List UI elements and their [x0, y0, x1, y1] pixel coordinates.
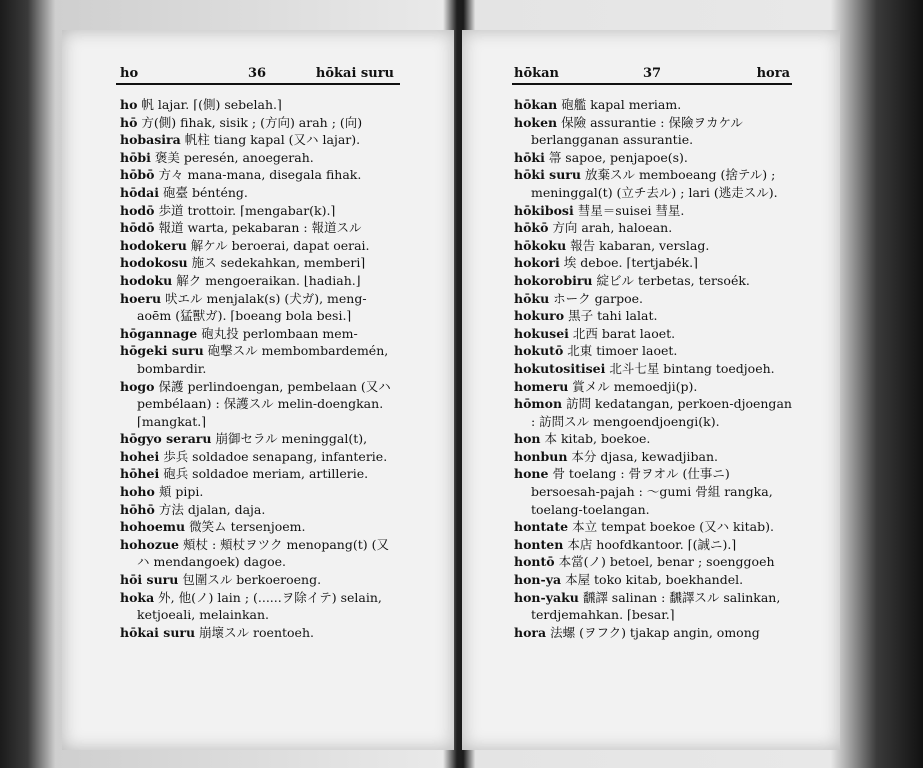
- dictionary-entry: [120, 166, 396, 184]
- dictionary-entry: [120, 589, 396, 624]
- entry-definition: 本分 djasa, kewadjiban.: [571, 448, 719, 464]
- entry-headword: hōgannage: [120, 325, 198, 341]
- entry-headword: hogo: [120, 378, 155, 394]
- entry-definition: 吠エル menjalak(s) (犬ガ), meng-aoēm (猛獸ガ). ⌈boeang bola besi.⌉: [137, 290, 367, 324]
- entry-definition: 報道 warta, pekabaran : 報道スル: [158, 220, 362, 236]
- entry-definition: 本屋 toko kitab, boekhandel.: [565, 572, 744, 588]
- dictionary-entry: [514, 518, 792, 536]
- entry-definition: 黒子 tahi lalat.: [568, 308, 658, 324]
- dictionary-entry: [514, 96, 792, 114]
- entry-definition: 方法 djalan, daja.: [158, 501, 266, 517]
- dictionary-entry: [120, 149, 396, 167]
- dictionary-entry: [120, 272, 396, 290]
- entry-headword: hokori: [514, 255, 560, 271]
- dictionary-entry: [514, 307, 792, 325]
- entry-headword: hoeru: [120, 290, 162, 306]
- entry-definition: 報告 kabaran, verslag.: [570, 237, 710, 253]
- right-page: [462, 30, 840, 750]
- entry-definition: 賞メル memoedji(p).: [572, 378, 698, 394]
- entry-definition: 綻ビル terbetas, tersoék.: [596, 272, 750, 288]
- entry-headword: hōki: [514, 149, 545, 165]
- dictionary-entry: [514, 149, 792, 167]
- entry-headword: hobasira: [120, 132, 181, 148]
- dictionary-entry: [514, 571, 792, 589]
- entry-definition: 北東 timoer laoet.: [567, 343, 678, 359]
- entry-headword: hokusei: [514, 325, 569, 341]
- right-header-rule: [512, 83, 792, 85]
- right-running-head: [514, 66, 790, 82]
- entry-definition: 本立 tempat boekoe (又ハ kitab).: [572, 519, 774, 535]
- dictionary-entry: [120, 131, 396, 149]
- entry-definition: 訪問 kedatangan, perkoen-djoengan : 訪問スル mengoendjoengi(k).: [531, 396, 792, 429]
- right-guide-word-last: hora: [756, 66, 790, 81]
- entry-headword: hontate: [514, 519, 569, 535]
- entry-definition: 砲丸投 perlombaan mem-: [201, 325, 358, 341]
- entry-headword: hon-ya: [514, 572, 562, 588]
- left-page-number: 36: [247, 66, 267, 81]
- entry-headword: hō: [120, 114, 138, 130]
- entry-definition: 歩兵 soldadoe senapang, infanterie.: [163, 448, 388, 464]
- entry-definition: 方々 mana-mana, disegala fihak.: [158, 167, 362, 183]
- entry-headword: hōmon: [514, 396, 563, 412]
- dictionary-entry: [120, 114, 396, 132]
- entry-headword: hōhō: [120, 501, 155, 517]
- dictionary-entry: [120, 219, 396, 237]
- dictionary-entry: [120, 342, 396, 377]
- dictionary-entry: [120, 536, 396, 571]
- dictionary-entry: [120, 571, 396, 589]
- entry-headword: hon: [514, 431, 541, 447]
- dictionary-entry: [120, 430, 396, 448]
- entry-definition: 本 kitab, boekoe.: [544, 431, 651, 447]
- entry-headword: honbun: [514, 448, 568, 464]
- entry-headword: hōkoku: [514, 237, 567, 253]
- dictionary-entry: [514, 290, 792, 308]
- entry-headword: hōkibosi: [514, 202, 574, 218]
- dictionary-entry: [514, 219, 792, 237]
- entry-headword: hōgyo seraru: [120, 431, 212, 447]
- entry-headword: hōki suru: [514, 167, 581, 183]
- entry-headword: homeru: [514, 378, 569, 394]
- entry-headword: hohoemu: [120, 519, 186, 535]
- entry-headword: hohei: [120, 448, 160, 464]
- entry-definition: 崩壞スル roentoeh.: [199, 624, 314, 640]
- dictionary-entry: [120, 378, 396, 431]
- entry-headword: hōku: [514, 290, 550, 306]
- dictionary-entry: [514, 395, 792, 430]
- dictionary-entry: [514, 624, 792, 642]
- entry-definition: 北斗七星 bintang toedjoeh.: [609, 360, 775, 376]
- dictionary-entry: [120, 96, 396, 114]
- entry-definition: 箒 sapoe, penjapoe(s).: [548, 149, 688, 165]
- entry-definition: 微笑ム tersenjoem.: [189, 519, 306, 535]
- right-entry-list: [514, 96, 792, 641]
- dictionary-entry: [120, 254, 396, 272]
- entry-headword: hōbi: [120, 149, 151, 165]
- left-running-head: [120, 66, 394, 82]
- entry-headword: hokuro: [514, 308, 565, 324]
- entry-headword: hohozue: [120, 536, 179, 552]
- entry-headword: hodō: [120, 202, 155, 218]
- dictionary-entry: [514, 166, 792, 201]
- right-page-number: 37: [642, 66, 662, 81]
- entry-headword: hontō: [514, 554, 555, 570]
- entry-headword: hōdai: [120, 184, 160, 200]
- entry-headword: hoken: [514, 114, 558, 130]
- dictionary-entry: [120, 290, 396, 325]
- entry-definition: 歩道 trottoir. ⌈mengabar(k).⌉: [158, 202, 336, 218]
- entry-definition: 帆 lajar. ⌈(側) sebelah.⌉: [141, 97, 282, 112]
- dictionary-entry: [120, 202, 396, 220]
- dictionary-entry: [514, 553, 792, 571]
- entry-definition: 飜譯 salinan : 飜譯スル salinkan, terdjemahkan. ⌈besar.⌉: [531, 589, 781, 623]
- entry-headword: hora: [514, 624, 547, 640]
- entry-definition: 法螺 (ヲフク) tjakap angin, omong: [550, 624, 760, 640]
- entry-headword: hōdō: [120, 220, 155, 236]
- entry-headword: hokutositisei: [514, 360, 606, 376]
- left-guide-word-first: ho: [120, 66, 139, 81]
- entry-headword: hōgeki suru: [120, 343, 204, 359]
- entry-headword: hōkan: [514, 97, 558, 112]
- entry-headword: hodoku: [120, 272, 173, 288]
- entry-definition: 頬 pipi.: [158, 484, 204, 500]
- dictionary-entry: [514, 465, 792, 518]
- dictionary-entry: [514, 237, 792, 255]
- dictionary-entry: [514, 202, 792, 220]
- entry-definition: 褒美 peresén, anoegerah.: [154, 149, 314, 165]
- entry-headword: hoka: [120, 589, 155, 605]
- dictionary-entry: [514, 325, 792, 343]
- dictionary-entry: [120, 624, 396, 642]
- left-page: [62, 30, 454, 750]
- entry-definition: 放棄スル memboeang (捨テル) ; meninggal(t) (立チ去ル) ; lari (逃走スル).: [531, 167, 778, 200]
- entry-definition: 解ク mengoeraikan. ⌊hadiah.⌋: [176, 272, 361, 288]
- entry-definition: 彗星＝suisei 彗星.: [577, 202, 685, 218]
- dictionary-entry: [120, 184, 396, 202]
- entry-definition: 砲兵 soldadoe meriam, artillerie.: [163, 466, 369, 482]
- entry-definition: 方向 arah, haloean.: [552, 220, 673, 236]
- dictionary-entry: [514, 272, 792, 290]
- entry-definition: 本當(ノ) betoel, benar ; soenggoeh: [558, 554, 775, 570]
- entry-headword: hokorobiru: [514, 272, 593, 288]
- entry-headword: hoho: [120, 484, 155, 500]
- right-guide-word-first: hōkan: [514, 66, 560, 81]
- dictionary-entry: [514, 114, 792, 149]
- entry-definition: 保護 perlindoengan, pembelaan (又ハ pembélaan) : 保護スル melin-doengkan. ⌈mangkat.⌉: [137, 378, 391, 429]
- entry-definition: 崩御セラル meninggal(t),: [215, 431, 368, 447]
- entry-headword: hodokeru: [120, 237, 187, 253]
- dictionary-entry: [514, 589, 792, 624]
- entry-definition: 砲艦 kapal meriam.: [561, 97, 682, 112]
- dictionary-entry: [120, 448, 396, 466]
- entry-definition: 埃 deboe. ⌈tertjabék.⌉: [563, 255, 698, 271]
- dictionary-entry: [120, 237, 396, 255]
- dictionary-entry: [514, 360, 792, 378]
- entry-definition: 帆柱 tiang kapal (又ハ lajar).: [184, 132, 361, 148]
- dictionary-entry: [120, 325, 396, 343]
- entry-headword: hōkai suru: [120, 624, 196, 640]
- entry-headword: hone: [514, 466, 549, 482]
- dictionary-entry: [120, 465, 396, 483]
- left-entry-list: [120, 96, 396, 641]
- entry-definition: 外, 他(ノ) lain ; (......ヲ除イテ) selain, ketjoeali, melainkan.: [137, 589, 382, 623]
- entry-definition: 解ケル beroerai, dapat oerai.: [190, 237, 370, 253]
- dictionary-entry: [120, 501, 396, 519]
- entry-definition: 保險 assurantie : 保險ヲカケル berlangganan assurantie.: [531, 114, 743, 148]
- entry-headword: ho: [120, 97, 138, 112]
- entry-definition: 骨 toelang : 骨ヲオル (仕事ニ) bersoesah-pajah : ～gumi 骨組 rangka, toelang-toelangan.: [531, 466, 773, 517]
- entry-definition: 砲臺 bénténg.: [163, 184, 248, 200]
- left-guide-word-last: hōkai suru: [315, 66, 394, 81]
- dictionary-entry: [514, 254, 792, 272]
- dictionary-entry: [120, 483, 396, 501]
- dictionary-entry: [120, 518, 396, 536]
- entry-definition: 北西 barat laoet.: [572, 325, 676, 341]
- dictionary-entry: [514, 430, 792, 448]
- entry-definition: 砲撃スル membombardemén, bombardir.: [137, 343, 389, 376]
- dictionary-entry: [514, 342, 792, 360]
- entry-definition: ホーク garpoe.: [553, 290, 643, 306]
- entry-headword: hōkō: [514, 220, 549, 236]
- entry-headword: hōhei: [120, 466, 160, 482]
- entry-definition: 方(側) fihak, sisik ; (方向) arah ; (向): [141, 114, 363, 130]
- entry-headword: honten: [514, 536, 564, 552]
- entry-definition: 頰杖 : 頰杖ヲツク menopang(t) (又ハ mendangoek) dagoe.: [137, 536, 389, 570]
- entry-headword: hodokosu: [120, 255, 188, 271]
- entry-headword: hōbō: [120, 167, 155, 183]
- left-header-rule: [116, 83, 400, 85]
- dictionary-entry: [514, 536, 792, 554]
- dictionary-entry: [514, 448, 792, 466]
- entry-headword: hon-yaku: [514, 589, 579, 605]
- entry-definition: 施ス sedekahkan, memberi⌉: [191, 255, 366, 271]
- entry-definition: 本店 hoofdkantoor. ⌈(誠ニ).⌉: [567, 536, 737, 552]
- dictionary-entry: [514, 378, 792, 396]
- entry-headword: hōi suru: [120, 572, 179, 588]
- entry-headword: hokutō: [514, 343, 564, 359]
- entry-definition: 包圍スル berkoeroeng.: [182, 572, 322, 588]
